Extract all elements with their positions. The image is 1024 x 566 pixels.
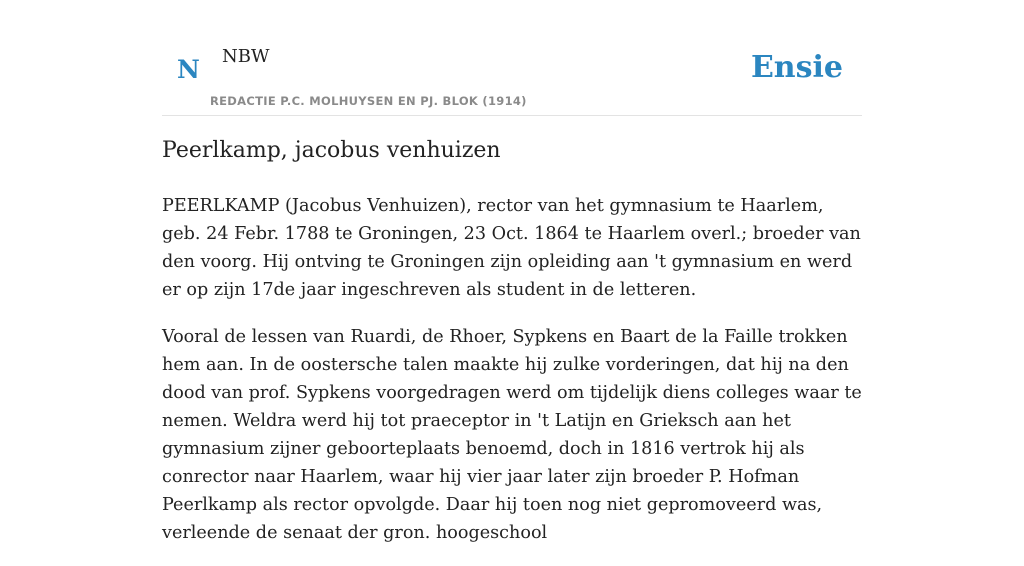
- source-name[interactable]: NBW: [222, 46, 270, 67]
- source-header: [162, 40, 862, 116]
- article-title: Peerlkamp, jacobus venhuizen: [162, 138, 501, 163]
- article-body: [162, 192, 862, 566]
- source-logo[interactable]: N: [177, 55, 200, 84]
- article-paragraph: Vooral de lessen van Ruardi, de Rhoer, Sypkens en Baart de la Faille trokken hem aan. In de oostersche talen maakte hij zulke vorderingen, dat hij na den dood van prof. Sypkens voorgedragen werd om tijdelijk diens colleges waar te nemen. Weldra werd hij tot praeceptor in 't Latijn en Grieksch aan het gymnasium zijner geboorteplaats benoemd, doch in 1816 vertrok hij als conrector naar Haarlem, waar hij vier jaar later zijn broeder P. Hofman Peerlkamp als rector opvolgde. Daar hij toen nog niet gepromoveerd was, verleende de senaat der gron. hoogeschool: [162, 327, 862, 543]
- ensie-logo-link[interactable]: Ensie: [750, 50, 843, 85]
- article-paragraph: PEERLKAMP (Jacobus Venhuizen), rector van het gymnasium te Haarlem, geb. 24 Febr. 1788 te Groningen, 23 Oct. 1864 te Haarlem overl.; broeder van den voorg. Hij ontving te Groningen zijn opleiding aan 't gymnasium en werd er op zijn 17de jaar ingeschreven als student in de letteren.: [162, 196, 861, 300]
- source-subtitle: REDACTIE P.C. MOLHUYSEN EN PJ. BLOK (1914): [210, 94, 527, 108]
